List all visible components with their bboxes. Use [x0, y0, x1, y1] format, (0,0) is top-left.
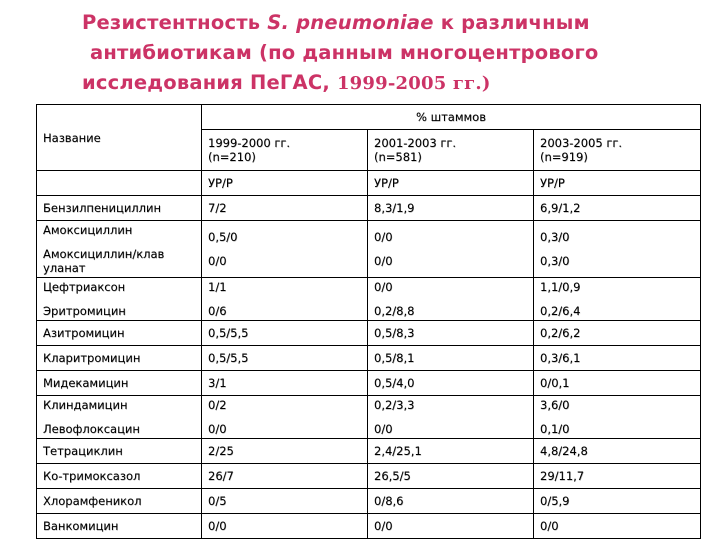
resistance-value: 0,3/0 [540, 254, 570, 268]
resistance-value: 0,5/8,1 [374, 351, 415, 365]
drug-name: Ко-тримоксазол [43, 469, 141, 483]
table-row [37, 221, 701, 278]
resistance-value-cell [368, 464, 534, 489]
drug-name-cell [37, 346, 202, 371]
resistance-value-cell [202, 464, 368, 489]
resistance-value: 0,5/8,3 [374, 326, 415, 340]
resistance-value-cell [368, 278, 534, 321]
drug-name: Бензилпенициллин [43, 201, 162, 215]
ur-row [37, 171, 701, 196]
drug-name-cell [37, 321, 202, 346]
study-years: 1999-2005 гг. [336, 73, 482, 94]
resistance-value-cell [202, 196, 368, 221]
table-row [37, 464, 701, 489]
resistance-value-cell [202, 396, 368, 439]
title-line-3: исследования ПеГАС, 1999-2005 гг.) [82, 71, 491, 94]
resistance-value-cell [534, 278, 701, 321]
resistance-value: 0,1/0 [540, 422, 570, 436]
resistance-value: 1/1 [208, 280, 227, 294]
drug-name-cell [37, 489, 202, 514]
drug-name: Амоксициллин/клав уланат [43, 247, 165, 275]
percent-strains-header: % штаммов [202, 105, 701, 130]
resistance-value: 0,3/0 [540, 230, 570, 244]
resistance-value: 3,6/0 [540, 398, 570, 412]
drug-name: Тетрациклин [43, 444, 123, 458]
table-row [37, 371, 701, 396]
table-row [37, 196, 701, 221]
ur-label-3: УР/Р [534, 171, 701, 196]
resistance-value-cell [534, 439, 701, 464]
resistance-value: 0,3/6,1 [540, 351, 581, 365]
ur-blank [37, 171, 202, 196]
resistance-value: 8,3/1,9 [374, 201, 415, 215]
ur-label-1: УР/Р [202, 171, 368, 196]
resistance-value: 0/5 [208, 494, 227, 508]
name-column-header: Название [37, 105, 202, 171]
resistance-value: 0/0 [374, 422, 393, 436]
drug-name: Ванкомицин [43, 519, 119, 533]
resistance-value: 0/0 [374, 230, 393, 244]
resistance-value-cell [368, 221, 534, 278]
drug-name: Мидекамицин [43, 376, 129, 390]
header-row [37, 105, 701, 130]
resistance-value: 0,5/4,0 [374, 376, 415, 390]
drug-name-cell [37, 439, 202, 464]
resistance-value-cell [202, 489, 368, 514]
resistance-value: 0/0 [208, 254, 227, 268]
drug-name: Клиндамицин [43, 398, 128, 412]
resistance-value-cell [368, 439, 534, 464]
resistance-value: 2/25 [208, 444, 234, 458]
resistance-value: 26/7 [208, 469, 234, 483]
resistance-value-cell [534, 489, 701, 514]
resistance-value: 0,2/8,8 [374, 304, 415, 318]
resistance-value-cell [534, 514, 701, 539]
table-row [37, 489, 701, 514]
resistance-value: 3/1 [208, 376, 227, 390]
resistance-value: 0/0 [374, 280, 393, 294]
slide-title [82, 8, 714, 99]
resistance-value: 1,1/0,9 [540, 280, 581, 294]
ur-label-2: УР/Р [368, 171, 534, 196]
resistance-value: 6,9/1,2 [540, 201, 581, 215]
resistance-value: 0/0 [374, 254, 393, 268]
resistance-value: 0,2/3,3 [374, 398, 415, 412]
resistance-value: 29/11,7 [540, 469, 585, 483]
resistance-value: 0/0,1 [540, 376, 570, 390]
resistance-value: 0/0 [208, 422, 227, 436]
resistance-value-cell [202, 439, 368, 464]
resistance-value: 0/2 [208, 398, 227, 412]
period-header-2: 2001-2003 гг. (n=581) [368, 130, 534, 171]
drug-name: Левофлоксацин [43, 422, 140, 436]
resistance-value: 0/5,9 [540, 494, 570, 508]
period-header-1: 1999-2000 гг. (n=210) [202, 130, 368, 171]
resistance-value-cell [368, 514, 534, 539]
table-row [37, 321, 701, 346]
resistance-value: 0,5/5,5 [208, 351, 249, 365]
drug-name: Хлорамфеникол [43, 494, 142, 508]
drug-name-cell [37, 371, 202, 396]
resistance-value-cell [534, 464, 701, 489]
resistance-table [36, 104, 701, 539]
resistance-value-cell [368, 489, 534, 514]
resistance-value: 26,5/5 [374, 469, 411, 483]
title-line-2: антибиотикам (по данным многоцентрового [90, 41, 599, 64]
species-name: S. pneumoniae [267, 11, 434, 34]
drug-name: Цефтриаксон [43, 280, 126, 294]
resistance-value: 0,2/6,4 [540, 304, 581, 318]
resistance-value-cell [534, 221, 701, 278]
resistance-value-cell [202, 321, 368, 346]
resistance-value-cell [368, 371, 534, 396]
resistance-value-cell [202, 278, 368, 321]
table-row [37, 514, 701, 539]
drug-name: Азитромицин [43, 326, 125, 340]
drug-name-cell [37, 396, 202, 439]
resistance-value: 2,4/25,1 [374, 444, 422, 458]
period-header-3: 2003-2005 гг. (n=919) [534, 130, 701, 171]
drug-name: Кларитромицин [43, 351, 141, 365]
resistance-value: 0/8,6 [374, 494, 404, 508]
resistance-value: 7/2 [208, 201, 227, 215]
resistance-value-cell [534, 396, 701, 439]
drug-name: Эритромицин [43, 304, 126, 318]
resistance-value-cell [368, 346, 534, 371]
resistance-value-cell [368, 396, 534, 439]
resistance-value-cell [534, 346, 701, 371]
resistance-value-cell [534, 321, 701, 346]
table-row [37, 278, 701, 321]
table-row [37, 346, 701, 371]
table-body [37, 196, 701, 539]
resistance-value: 0/0 [374, 519, 393, 533]
resistance-value-cell [202, 221, 368, 278]
resistance-value-cell [202, 371, 368, 396]
resistance-value: 0,5/5,5 [208, 326, 249, 340]
drug-name-cell [37, 514, 202, 539]
resistance-value: 0/0 [208, 519, 227, 533]
drug-name: Амоксициллин [43, 223, 133, 237]
resistance-value-cell [202, 346, 368, 371]
resistance-value-cell [202, 514, 368, 539]
title-line-1: Резистентность S. pneumoniae к различным [82, 11, 590, 34]
drug-name-cell [37, 221, 202, 278]
drug-name-cell [37, 196, 202, 221]
resistance-value: 0,2/6,2 [540, 326, 581, 340]
drug-name-cell [37, 464, 202, 489]
resistance-value-cell [368, 196, 534, 221]
resistance-value: 0/0 [540, 519, 559, 533]
table-row [37, 439, 701, 464]
resistance-value-cell [368, 321, 534, 346]
table-row [37, 396, 701, 439]
resistance-value: 0,5/0 [208, 230, 238, 244]
resistance-value: 4,8/24,8 [540, 444, 588, 458]
resistance-value-cell [534, 371, 701, 396]
drug-name-cell [37, 278, 202, 321]
resistance-value: 0/6 [208, 304, 227, 318]
resistance-value-cell [534, 196, 701, 221]
